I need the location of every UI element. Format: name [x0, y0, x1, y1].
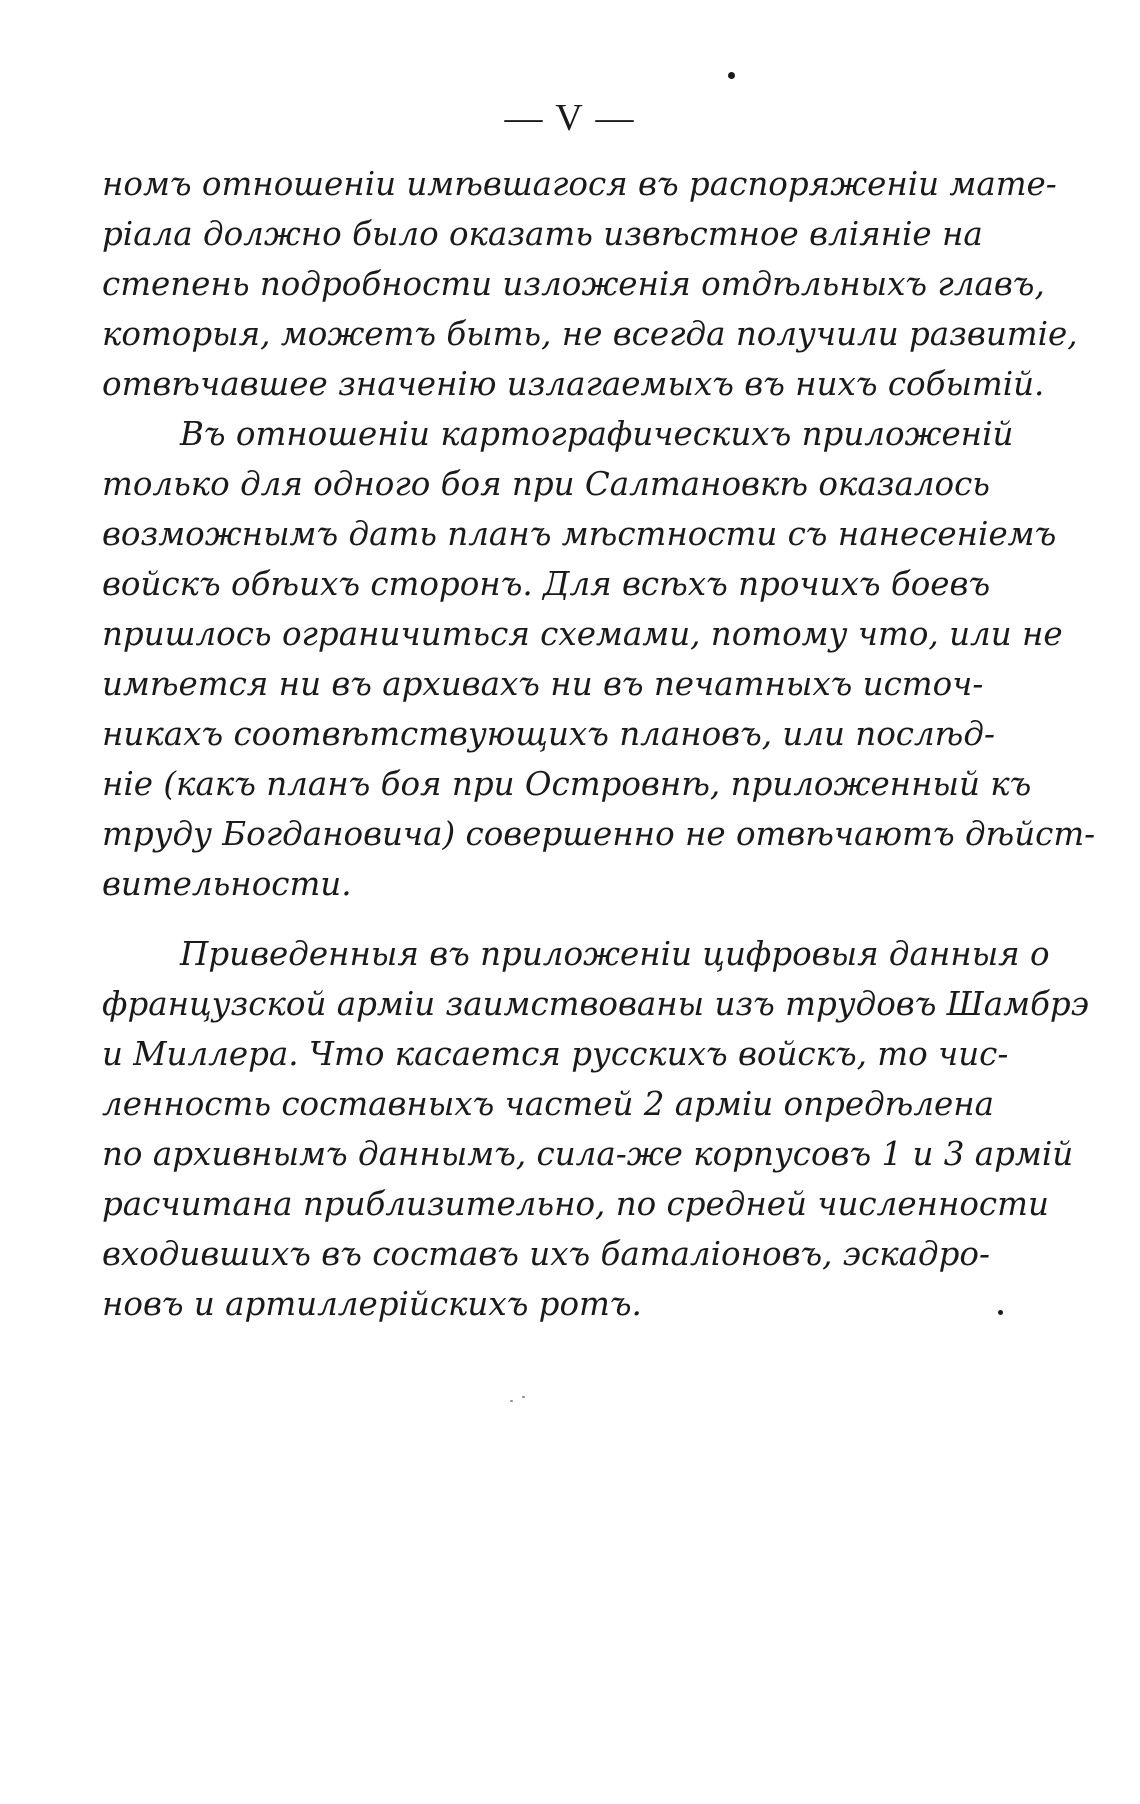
text-line: которыя, можетъ быть, не всегда получили развитіе,	[102, 315, 1078, 353]
ink-speck	[522, 1396, 525, 1398]
text-line: расчитана приблизительно, по средней численности	[102, 1185, 1049, 1223]
text-line: вительности.	[102, 865, 352, 903]
text-line: войскъ обѣихъ сторонъ. Для всѣхъ прочихъ боевъ	[102, 565, 991, 603]
paragraph-start-line: Въ отношеніи картографическихъ приложеній	[180, 415, 1014, 453]
text-line: никахъ соотвѣтствующихъ плановъ, или послѣд-	[102, 715, 995, 753]
ink-speck	[510, 1400, 513, 1402]
ink-speck	[998, 1310, 1003, 1315]
text-line: входившихъ въ составъ ихъ баталіоновъ, эскадро-	[102, 1235, 990, 1273]
text-line: новъ и артиллерійскихъ ротъ.	[102, 1285, 642, 1323]
text-line: степень подробности изложенія отдѣльныхъ главъ,	[102, 265, 1045, 303]
text-line: по архивнымъ даннымъ, сила-же корпусовъ 1 и 3 армій	[102, 1135, 1074, 1173]
text-line: возможнымъ дать планъ мѣстности съ нанесеніемъ	[102, 515, 1057, 553]
text-line: номъ отношеніи имѣвшагося въ распоряженіи мате-	[102, 165, 1057, 203]
text-line: только для одного боя при Салтановкѣ оказалось	[102, 465, 990, 503]
text-line: ріала должно было оказать извѣстное вліяніе на	[102, 215, 983, 253]
text-line: отвѣчавшее значенію излагаемыхъ въ нихъ событій.	[102, 365, 1045, 403]
text-line: французской арміи заимствованы изъ трудовъ Шамбрэ	[102, 985, 1089, 1023]
text-line: труду Богдановича) совершенно не отвѣчаютъ дѣйст-	[102, 815, 1096, 853]
text-line: пришлось ограничиться схемами, потому что, или не	[102, 615, 1063, 653]
paragraph-start-line: Приведенныя въ приложеніи цифровыя данныя о	[180, 935, 1050, 973]
text-line: и Миллера. Что касается русскихъ войскъ, то чис-	[102, 1035, 1009, 1073]
text-line: имѣется ни въ архивахъ ни въ печатныхъ источ-	[102, 665, 984, 703]
text-line: ніе (какъ планъ боя при Островнѣ, приложенный къ	[102, 765, 1032, 803]
ink-speck	[728, 72, 735, 79]
page-number: — V —	[504, 97, 636, 139]
text-line: ленность составныхъ частей 2 арміи опредѣлена	[102, 1085, 995, 1123]
